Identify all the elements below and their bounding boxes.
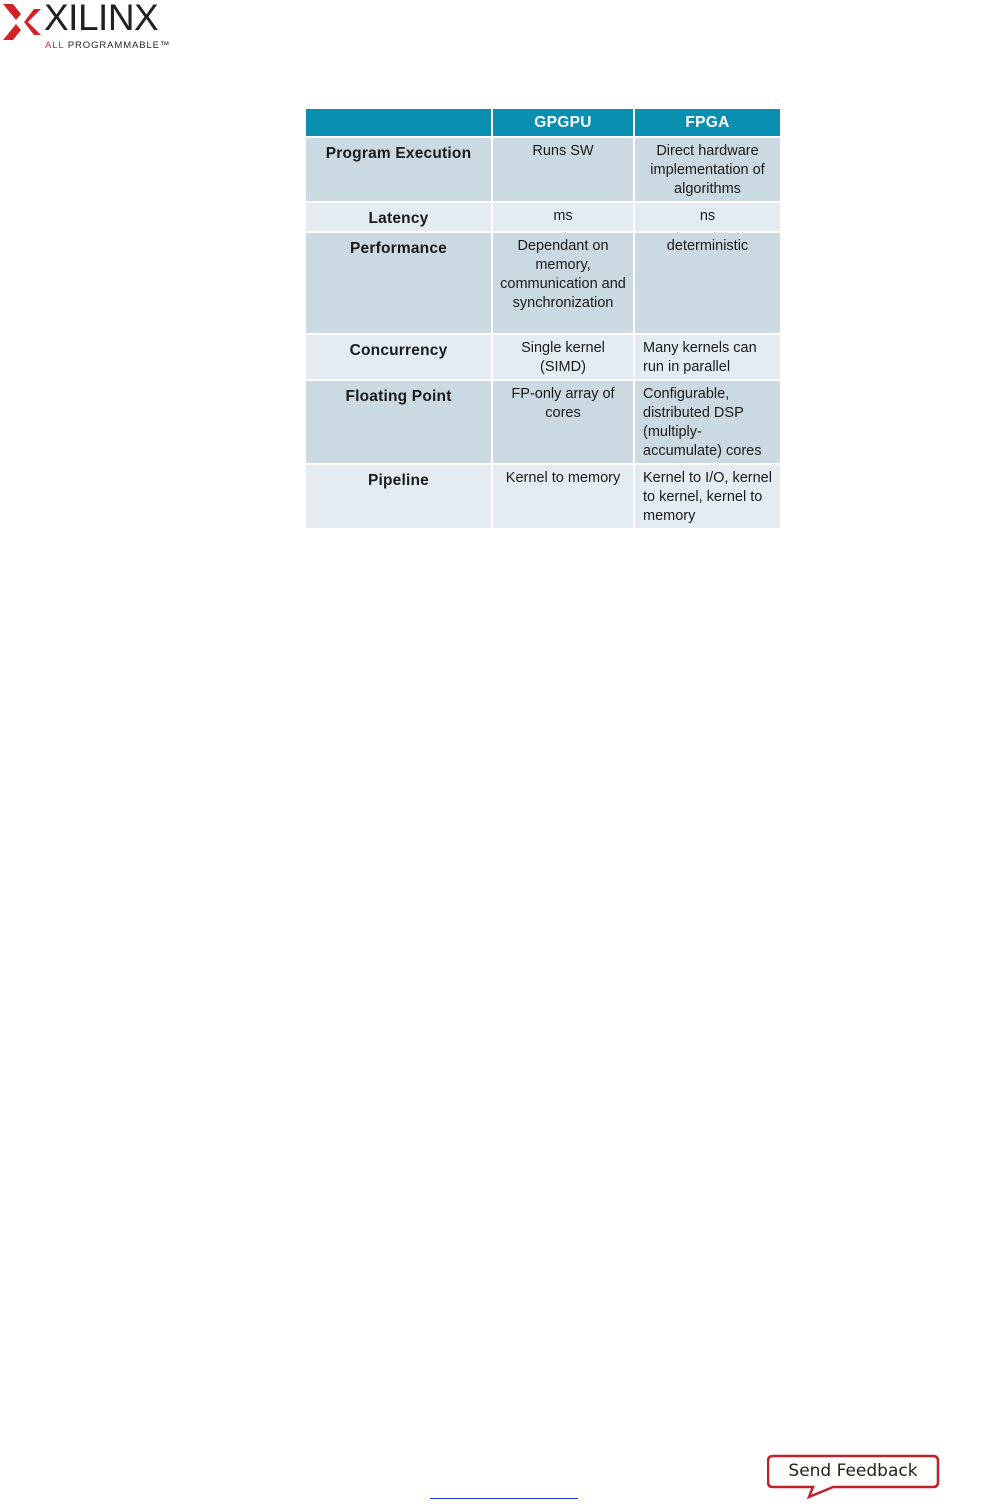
logo-wordmark: XILINX <box>44 0 159 38</box>
gpgpu-cell: FP-only array of cores <box>493 381 633 463</box>
gpgpu-fpga-comparison-table <box>304 107 782 530</box>
table-header-row <box>306 109 780 136</box>
header-empty <box>306 109 491 136</box>
send-feedback-button[interactable] <box>767 1454 941 1500</box>
fpga-cell: ns <box>635 203 780 231</box>
xilinx-mark-icon <box>0 0 44 44</box>
row-label: Concurrency <box>306 335 491 379</box>
gpgpu-cell: Single kernel (SIMD) <box>493 335 633 379</box>
table-row <box>306 335 780 379</box>
send-feedback-label: Send Feedback <box>788 1461 918 1481</box>
xilinx-logo <box>0 0 180 56</box>
logo-tagline: ALL PROGRAMMABLE™ <box>45 40 171 51</box>
table-row <box>306 465 780 528</box>
gpgpu-cell: ms <box>493 203 633 231</box>
gpgpu-cell: Kernel to memory <box>493 465 633 528</box>
comparison-figure <box>306 109 782 530</box>
row-label: Pipeline <box>306 465 491 528</box>
table-row <box>306 381 780 463</box>
header-fpga: FPGA <box>635 109 780 136</box>
table-row <box>306 138 780 201</box>
fpga-cell: Kernel to I/O, kernel to kernel, kernel to memory <box>635 465 780 528</box>
fpga-cell: Many kernels can run in parallel <box>635 335 780 379</box>
row-label: Program Execution <box>306 138 491 201</box>
row-label: Latency <box>306 203 491 231</box>
header-gpgpu: GPGPU <box>493 109 633 136</box>
gpgpu-cell: Runs SW <box>493 138 633 201</box>
fpga-cell: Configurable, distributed DSP (multiply-accumulate) cores <box>635 381 780 463</box>
footer-link[interactable] <box>430 1497 578 1499</box>
table-row <box>306 233 780 333</box>
row-label: Floating Point <box>306 381 491 463</box>
fpga-cell: Direct hardware implementation of algorithms <box>635 138 780 201</box>
gpgpu-cell: Dependant on memory, communication and synchronization <box>493 233 633 333</box>
fpga-cell: deterministic <box>635 233 780 333</box>
row-label: Performance <box>306 233 491 333</box>
table-row <box>306 203 780 231</box>
